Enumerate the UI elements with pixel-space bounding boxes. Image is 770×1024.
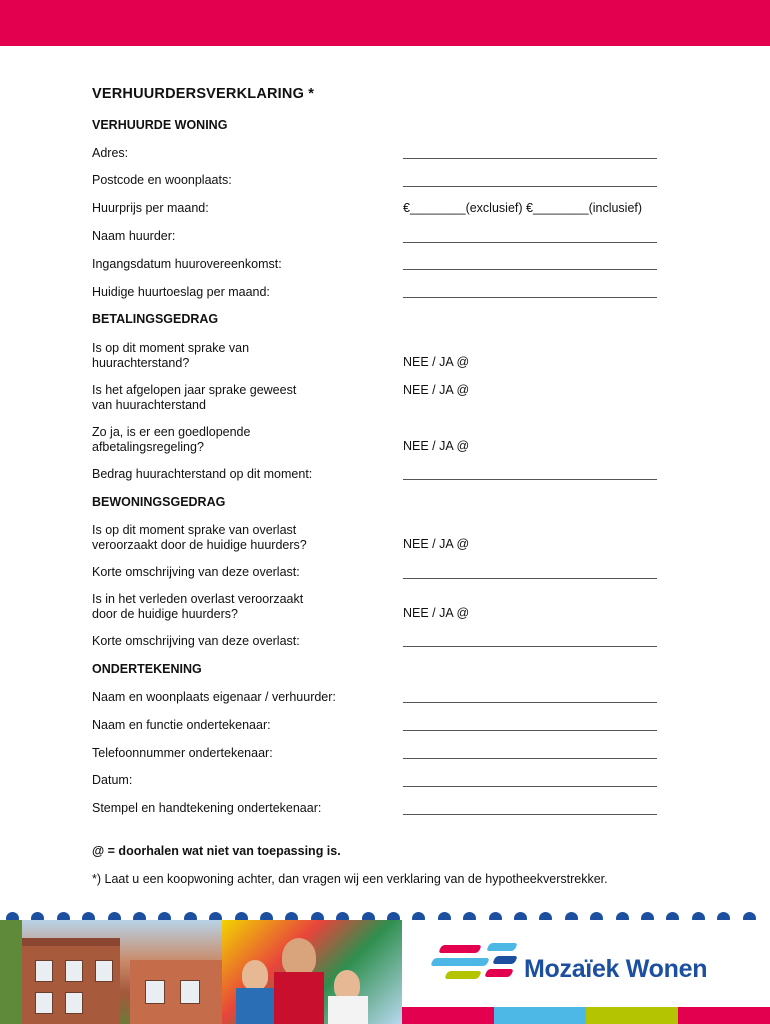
child-figure bbox=[282, 938, 316, 976]
window-shape bbox=[95, 960, 113, 982]
logo-stripe bbox=[484, 969, 514, 977]
window-shape bbox=[65, 992, 83, 1014]
window-shape bbox=[65, 960, 83, 982]
footer-color-bars bbox=[402, 1007, 770, 1024]
label-overlast-verleden: Is in het verleden overlast veroorzaakt door de huidige huurders? bbox=[92, 592, 304, 621]
choice-huurachterstand[interactable]: NEE / JA @ bbox=[403, 355, 470, 369]
section-heading-ondertekening: ONDERTEKENING bbox=[92, 662, 202, 676]
color-bar-red bbox=[678, 1007, 770, 1024]
form-title: VERHUURDERSVERKLARING * bbox=[92, 86, 315, 102]
field-ingangsdatum[interactable] bbox=[403, 269, 657, 270]
color-bar-cyan bbox=[494, 1007, 586, 1024]
window-shape bbox=[35, 992, 53, 1014]
label-huurprijs: Huurprijs per maand: bbox=[92, 201, 209, 215]
footer-photo-houses bbox=[0, 920, 222, 1024]
label-ingangsdatum: Ingangsdatum huurovereenkomst: bbox=[92, 257, 282, 271]
label-postcode: Postcode en woonplaats: bbox=[92, 173, 232, 187]
label-adres: Adres: bbox=[92, 146, 129, 160]
child-shirt bbox=[236, 988, 274, 1024]
field-omschrijving-1[interactable] bbox=[403, 578, 657, 579]
field-huurprijs[interactable]: €________(exclusief) €________(inclusief) bbox=[403, 201, 643, 215]
choice-overlast-verleden[interactable]: NEE / JA @ bbox=[403, 606, 470, 620]
label-bedrag: Bedrag huurachterstand op dit moment: bbox=[92, 467, 313, 481]
label-overlast-nu: Is op dit moment sprake van overlast veroorzaakt door de huidige huurders? bbox=[92, 523, 307, 552]
label-omschrijving-1: Korte omschrijving van deze overlast: bbox=[92, 565, 300, 579]
field-bedrag[interactable] bbox=[403, 479, 657, 480]
window-shape bbox=[145, 980, 165, 1004]
top-brand-band bbox=[0, 0, 770, 46]
window-shape bbox=[180, 980, 200, 1004]
section-heading-bewoning: BEWONINGSGEDRAG bbox=[92, 495, 226, 509]
child-figure bbox=[242, 960, 268, 990]
note-doorhalen: @ = doorhalen wat niet van toepassing is. bbox=[92, 844, 341, 858]
choice-afgelopen-jaar[interactable]: NEE / JA @ bbox=[403, 383, 470, 397]
logo-wordmark: Mozaïek Wonen bbox=[524, 955, 708, 983]
choice-overlast-nu[interactable]: NEE / JA @ bbox=[403, 537, 470, 551]
label-naam-huurder: Naam huurder: bbox=[92, 229, 176, 243]
section-heading-woning: VERHUURDE WONING bbox=[92, 118, 228, 132]
field-eigenaar[interactable] bbox=[403, 702, 657, 703]
label-eigenaar: Naam en woonplaats eigenaar / verhuurder: bbox=[92, 690, 336, 704]
field-naam-huurder[interactable] bbox=[403, 242, 657, 243]
house-shape bbox=[130, 960, 222, 1024]
label-afbetalingsregeling: Zo ja, is er een goedlopende afbetalingsregeling? bbox=[92, 425, 251, 454]
label-functie: Naam en functie ondertekenaar: bbox=[92, 718, 271, 732]
label-huurtoeslag: Huidige huurtoeslag per maand: bbox=[92, 285, 270, 299]
field-telefoon[interactable] bbox=[403, 758, 657, 759]
label-datum: Datum: bbox=[92, 773, 133, 787]
label-omschrijving-2: Korte omschrijving van deze overlast: bbox=[92, 634, 300, 648]
tree-shape bbox=[0, 920, 22, 1024]
logo-stripe bbox=[438, 945, 482, 953]
label-afgelopen-jaar: Is het afgelopen jaar sprake geweest van huurachterstand bbox=[92, 383, 297, 412]
label-stempel: Stempel en handtekening ondertekenaar: bbox=[92, 801, 322, 815]
field-datum[interactable] bbox=[403, 786, 657, 787]
color-bar-lime bbox=[586, 1007, 678, 1024]
field-omschrijving-2[interactable] bbox=[403, 646, 657, 647]
field-stempel[interactable] bbox=[403, 814, 657, 815]
choice-afbetalingsregeling[interactable]: NEE / JA @ bbox=[403, 439, 470, 453]
child-shirt bbox=[328, 996, 368, 1024]
field-adres[interactable] bbox=[403, 158, 657, 159]
window-shape bbox=[35, 960, 53, 982]
child-shirt bbox=[274, 972, 324, 1024]
section-heading-betaling: BETALINGSGEDRAG bbox=[92, 312, 219, 326]
field-postcode[interactable] bbox=[403, 186, 657, 187]
label-huurachterstand: Is op dit moment sprake van huurachterstand? bbox=[92, 341, 250, 370]
logo-stripe bbox=[430, 958, 490, 966]
footer-photo-children bbox=[222, 920, 402, 1024]
field-functie[interactable] bbox=[403, 730, 657, 731]
field-huurtoeslag[interactable] bbox=[403, 297, 657, 298]
color-bar-red bbox=[402, 1007, 494, 1024]
logo-stripe bbox=[486, 943, 518, 951]
logo-stripe bbox=[492, 956, 518, 964]
logo-stripe bbox=[444, 971, 482, 979]
label-telefoon: Telefoonnummer ondertekenaar: bbox=[92, 746, 273, 760]
note-koopwoning: *) Laat u een koopwoning achter, dan vragen wij een verklaring van de hypotheekverstrekker. bbox=[92, 872, 608, 886]
